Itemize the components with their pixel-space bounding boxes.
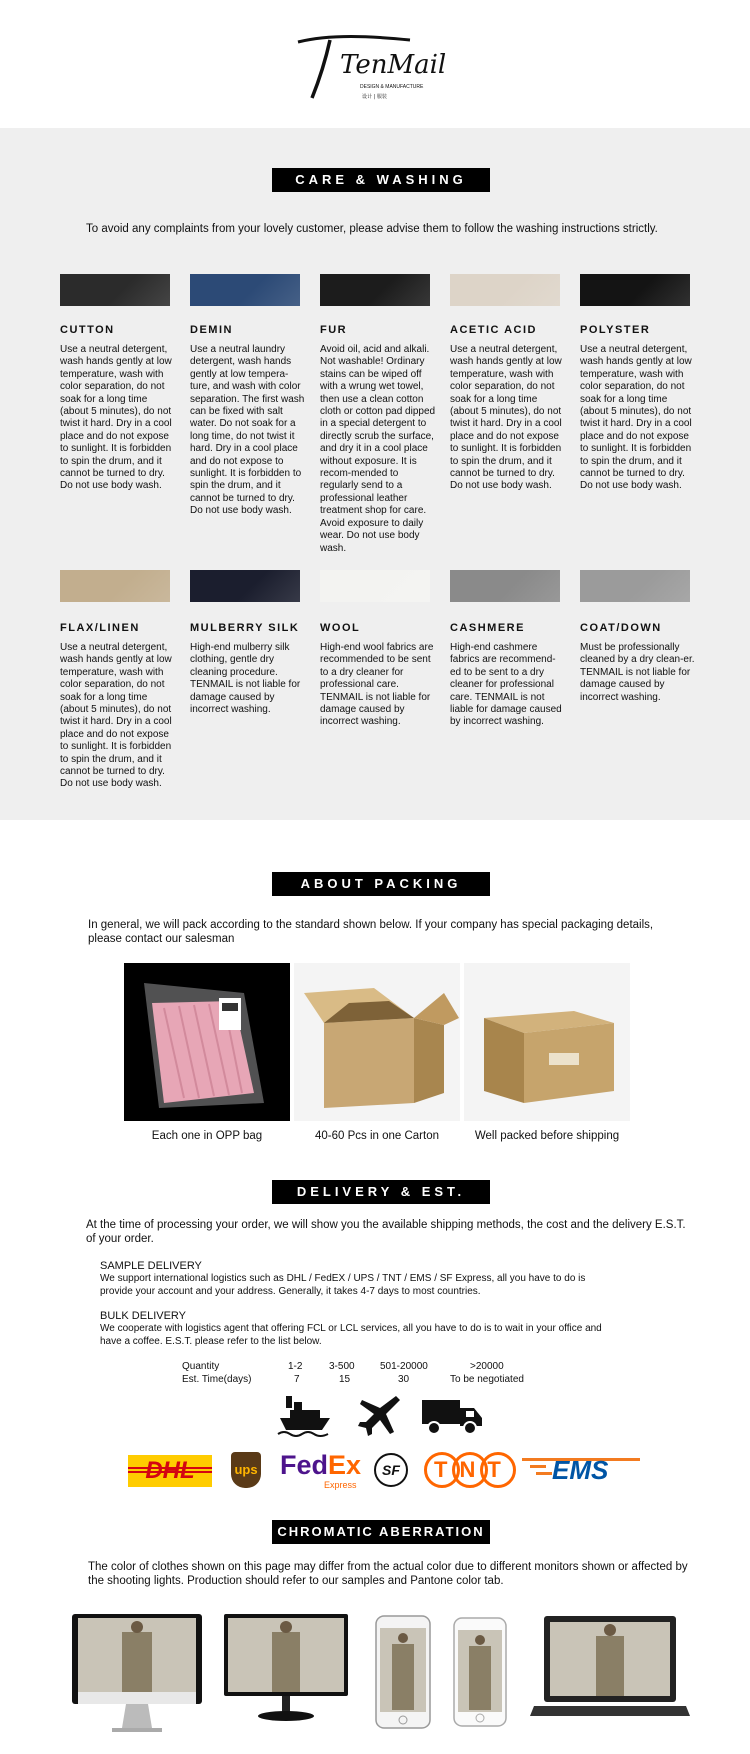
swatch-wool bbox=[320, 570, 430, 602]
fabric-desc-cutton: Use a neutral detergent, wash hands gently at low temperature, wash with color separation, do not soak for a long time (about 5 minutes), do not twist it hard. Dry in a cool place and do not expose to sunlight. It is forbidden to spin the drum, and it cannot be turned to dry. Do not use body wash. bbox=[60, 344, 172, 492]
packing-caption-1: Each one in OPP bag bbox=[151, 1130, 263, 1142]
bulk-delivery-title: BULK DELIVERY bbox=[100, 1310, 187, 1322]
swatch-mulberry-silk bbox=[190, 570, 300, 602]
table-time-2: 15 bbox=[339, 1374, 351, 1385]
fabric-title-acetic-acid: ACETIC ACID bbox=[450, 324, 537, 336]
table-time-3: 30 bbox=[398, 1374, 410, 1385]
sf-text: SF bbox=[382, 1462, 400, 1478]
ship-icon bbox=[276, 1392, 332, 1438]
ems-logo bbox=[522, 1455, 640, 1485]
logo-area bbox=[0, 0, 750, 128]
fabric-desc-cashmere: High-end cashmere fabrics are recommend-ed to be sent to a dry cleaner for professional care. TENMAIL is not liable for damage caused by incorrect washing. bbox=[450, 642, 562, 728]
carton-sealed-photo bbox=[464, 963, 630, 1121]
swatch-cutton bbox=[60, 274, 170, 306]
fabric-title-polyster: POLYSTER bbox=[580, 324, 651, 336]
dhl-text: DHL bbox=[145, 1457, 195, 1484]
ups-logo bbox=[231, 1452, 261, 1488]
swatch-flax-linen bbox=[60, 570, 170, 602]
fabric-title-cashmere: CASHMERE bbox=[450, 622, 525, 634]
fabric-desc-flax-linen: Use a neutral detergent, wash hands gently at low temperature, wash with color separation, do not soak for a long time (about 5 minutes), do not twist it hard. Dry in a cool place and do not expose to sunlight. It is forbidden to spin the drum, and it cannot be turned to dry. Do not use body wash. bbox=[60, 642, 172, 790]
fabric-title-mulberry-silk: MULBERRY SILK bbox=[190, 622, 300, 634]
packing-title: ABOUT PACKING bbox=[272, 872, 490, 896]
sf-logo bbox=[374, 1453, 408, 1487]
swatch-cashmere bbox=[450, 570, 560, 602]
table-quantity-label: Quantity bbox=[182, 1361, 220, 1372]
delivery-title: DELIVERY & EST. bbox=[272, 1180, 490, 1204]
tenmail-logo bbox=[290, 28, 460, 108]
table-qty-2: 3-500 bbox=[329, 1361, 355, 1372]
fabric-title-coat-down: COAT/DOWN bbox=[580, 622, 662, 634]
fabric-title-demin: DEMIN bbox=[190, 324, 233, 336]
table-qty-1: 1-2 bbox=[288, 1361, 303, 1372]
fabric-title-cutton: CUTTON bbox=[60, 324, 115, 336]
ems-text: EMS bbox=[552, 1455, 609, 1485]
fabric-desc-wool: High-end wool fabrics are recommended to be sent to a dry cleaner for professional care. TENMAIL is not liable for damage caused by incorrect washing. bbox=[320, 642, 434, 728]
sample-delivery-text: We support international logistics such as DHL / FedEX / UPS / TNT / EMS / SF Express, all you have to do is provide your account and your address. Generally, it takes 4-7 days to most countries. bbox=[100, 1273, 586, 1297]
swatch-polyster bbox=[580, 274, 690, 306]
sample-delivery-title: SAMPLE DELIVERY bbox=[100, 1260, 202, 1272]
fabric-desc-demin: Use a neutral laundry detergent, wash hands gently at low tempera-ture, and wash with color separation. The first wash can be fixed with salt water. Do not soak for a long time, do not twist it hard. Dry in a cool place and do not expose to sunlight. It is forbidden to spin the drum, and it cannot be turned to dry. Do not use body wash. bbox=[190, 344, 305, 517]
swatch-acetic-acid bbox=[450, 274, 560, 306]
tnt-text: TNT bbox=[434, 1457, 513, 1482]
opp-bag-photo bbox=[124, 963, 290, 1121]
chromatic-text: The color of clothes shown on this page may differ from the actual color due to different monitors shown or affected by the shooting lights. Production should refer to our samples and Pantone color tab. bbox=[88, 1561, 688, 1587]
packing-intro: In general, we will pack according to the standard shown below. If your company has special packaging details, please contact our salesman bbox=[88, 919, 654, 945]
ups-text: ups bbox=[234, 1462, 258, 1477]
care-title: CARE & WASHING bbox=[272, 168, 490, 192]
fabric-desc-fur: Avoid oil, acid and alkali. Not washable! Ordinary stains can be wiped off with a wrung wet towel, then use a clean cotton cloth or cotton pad dipped in a special detergent to directly scrub the surface, and dry it in a cool place without exposure. It is recom-mended to regularly send to a professional leather treatment shop for care. Avoid exposure to daily wear. Do not use body wash. bbox=[320, 344, 436, 554]
table-time-label: Est. Time(days) bbox=[182, 1374, 252, 1385]
logo-tagline: DESIGN & MANUFACTURE bbox=[360, 84, 424, 90]
fabric-title-fur: FUR bbox=[320, 324, 348, 336]
fabric-desc-polyster: Use a neutral detergent, wash hands gently at low temperature, wash with color separation, do not soak for a long time (about 5 minutes), do not twist it hard. Dry in a cool place and do not expose to sunlight. It is forbidden to spin the drum, and it cannot be turned to dry. Do not use body wash. bbox=[580, 344, 692, 492]
table-time-4: To be negotiated bbox=[450, 1374, 524, 1385]
dhl-logo bbox=[128, 1455, 212, 1487]
swatch-fur bbox=[320, 274, 430, 306]
table-qty-4: >20000 bbox=[470, 1361, 504, 1372]
packing-caption-3: Well packed before shipping bbox=[474, 1130, 620, 1142]
truck-icon bbox=[420, 1392, 484, 1438]
phone-white-image bbox=[452, 1616, 508, 1728]
logo-script: TenMail bbox=[340, 50, 447, 80]
phone-image bbox=[374, 1614, 432, 1730]
delivery-intro: At the time of processing your order, we will show you the available shipping methods, the cost and the delivery E.S.T. of your order. bbox=[86, 1219, 686, 1245]
bulk-delivery-text: We cooperate with logistics agent that offering FCL or LCL services, all you have to do is to wait in your office and have a coffee. E.S.T. please refer to the list below. bbox=[100, 1323, 602, 1347]
table-time-1: 7 bbox=[294, 1374, 300, 1385]
carton-open-photo bbox=[294, 963, 460, 1121]
airplane-icon bbox=[356, 1392, 404, 1438]
table-qty-3: 501-20000 bbox=[380, 1361, 428, 1372]
fabric-desc-acetic-acid: Use a neutral detergent, wash hands gently at low temperature, wash with color separation, do not soak for a long time (about 5 minutes), do not twist it hard. Dry in a cool place and do not expose to sunlight. It is forbidden to spin the drum, and it cannot be turned to dry. Do not use body wash. bbox=[450, 344, 562, 492]
imac-monitor-image bbox=[70, 1612, 204, 1736]
laptop-image bbox=[530, 1614, 690, 1726]
fabric-title-wool: WOOL bbox=[320, 622, 361, 634]
packing-caption-2: 40-60 Pcs in one Carton bbox=[314, 1130, 440, 1142]
chromatic-title: CHROMATIC ABERRATION bbox=[272, 1520, 490, 1544]
fabric-desc-coat-down: Must be professionally cleaned by a dry clean-er. TENMAIL is not liable for damage caused by incorrect washing. bbox=[580, 642, 695, 703]
fabric-desc-mulberry-silk: High-end mulberry silk clothing, gentle dry cleaning procedure. TENMAIL is not liable for damage caused by incorrect washing. bbox=[190, 642, 301, 716]
lcd-monitor-image bbox=[222, 1612, 350, 1724]
tnt-logo bbox=[424, 1452, 512, 1488]
swatch-demin bbox=[190, 274, 300, 306]
fedex-logo: FedEx Express bbox=[280, 1450, 362, 1490]
swatch-coat-down bbox=[580, 570, 690, 602]
care-intro: To avoid any complaints from your lovely customer, please advise them to follow the washing instructions strictly. bbox=[86, 223, 658, 235]
logo-sub: 设计 | 服装 bbox=[362, 94, 387, 100]
fabric-title-flax-linen: FLAX/LINEN bbox=[60, 622, 140, 634]
